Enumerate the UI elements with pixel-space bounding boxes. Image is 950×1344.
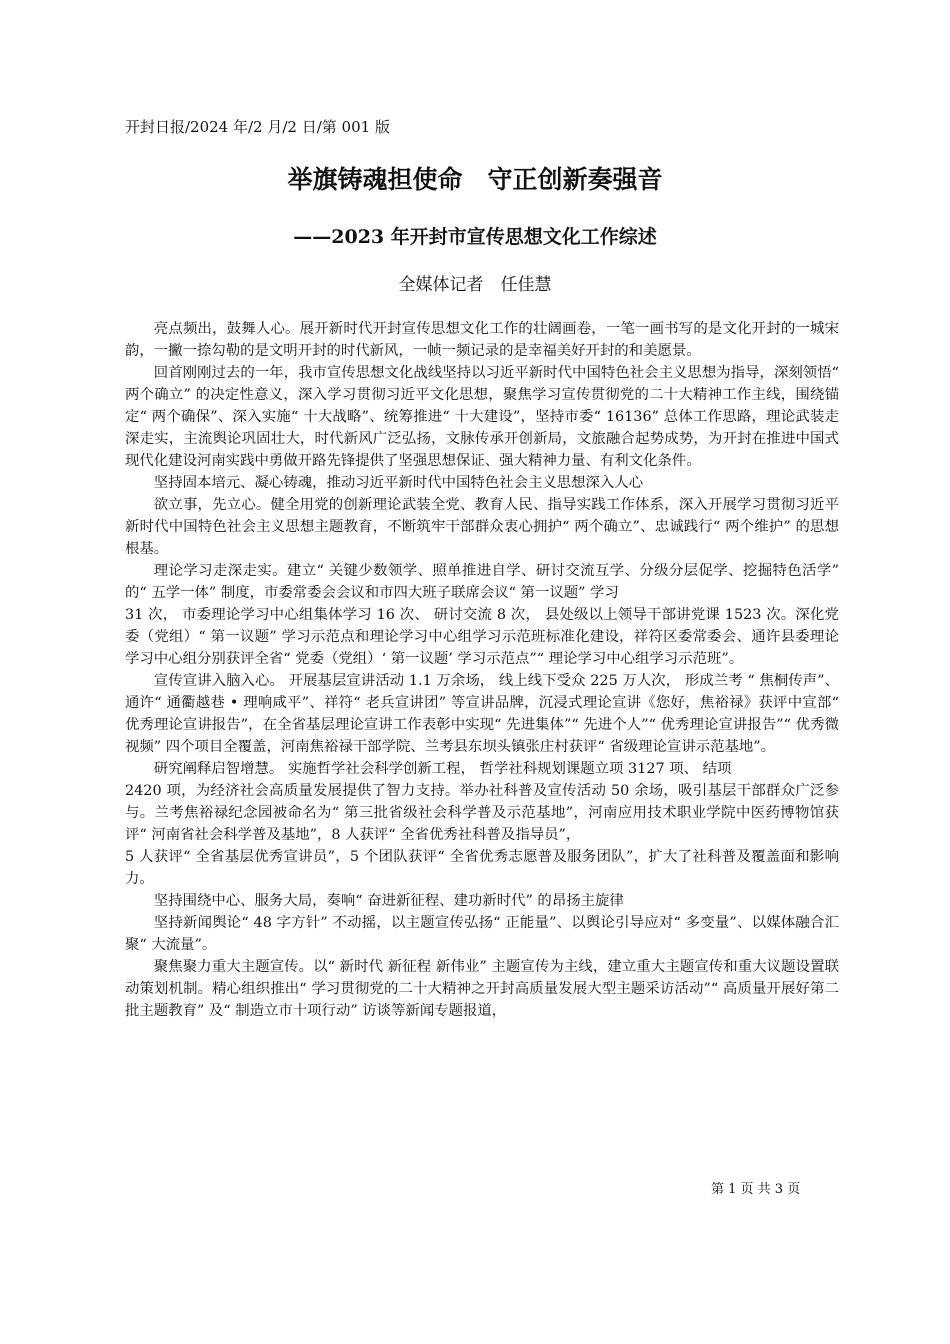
paragraph: 宣传宣讲入脑入心。 开展基层宣讲活动 1.1 万余场， 线上线下受众 225 万人次， 形成兰考 “ 焦桐传声”、通许“ 通衢越巷 • 理响咸平”、祥符“ 老兵宣讲团” 等宣讲品牌，沉浸式理论宣讲《您好，焦裕禄》获评中宣部“ 优秀理论宣讲报告”，在全省基层理论宣讲工作表彰中实现“ 先进集体”“ 先进个人”“ 优秀理论宣讲报告”“ 优秀微视频” 四个项目全覆盖，河南焦裕禄干部学院、兰考县东坝头镇张庄村获评“ 省级理论宣讲示范基地”。 bbox=[125, 673, 839, 755]
section-heading: 坚持围绕中心、服务大局，奏响“ 奋进新征程、建功新时代” 的昂扬主旋律 bbox=[153, 893, 624, 909]
article-body bbox=[125, 318, 839, 1022]
paragraph: 聚焦聚力重大主题宣传。以“ 新时代 新征程 新伟业” 主题宣传为主线，建立重大主题宣传和重大议题设置联动策划机制。精心组织推出“ 学习贯彻党的二十大精神之开封高质量发展大型主题采访活动”“ 高质量开展好第二批主题教育” 及“ 制造立市十项行动” 访谈等新闻专题报道， bbox=[125, 959, 839, 1019]
section-heading: 坚持固本培元、凝心铸魂，推动习近平新时代中国特色社会主义思想深入人心 bbox=[153, 475, 644, 491]
page-number: 第 1 页 共 3 页 bbox=[711, 1182, 801, 1197]
paragraph: 坚持新闻舆论“ 48 字方针” 不动摇，以主题宣传弘扬“ 正能量”、以舆论引导应对“ 多变量”、以媒体融合汇聚“ 大流量”。 bbox=[125, 915, 839, 953]
paragraph: 研究阐释启智增慧。 实施哲学社会科学创新工程， 哲学社科规划课题立项 3127 项、 结项 bbox=[153, 761, 732, 777]
paragraph: 2420 项，为经济社会高质量发展提供了智力支持。举办社科普及宣传活动 50 余场，吸引基层干部群众广泛参与。兰考焦裕禄纪念园被命名为“ 第三批省级社会科学普及示范基地”，河南应用技术职业学院中医药博物馆获评“ 河南省社会科学普及基地”，8 人获评“ 全省优秀社科普及指导员”， bbox=[125, 783, 839, 843]
paragraph: 理论学习走深走实。建立“ 关键少数领学、照单推进自学、研讨交流互学、分级分层促学、挖掘特色活学” 的“ 五学一体” 制度，市委常委会会议和市四大班子联席会议“ 第一议题” 学习 bbox=[125, 563, 839, 601]
paragraph: 回首刚刚过去的一年，我市宣传思想文化战线坚持以习近平新时代中国特色社会主义思想为指导，深刻领悟“ 两个确立” 的决定性意义，深入学习贯彻习近平文化思想，聚焦学习宣传贯彻党的二十大精神工作主线，围绕锚定“ 两个确保”、深入实施“ 十大战略”、统筹推进“ 十大建设”，坚持市委“ 16136” 总体工作思路，理论武装走深走实，主流舆论巩固壮大，时代新风广泛弘扬，文脉传承开创新局，文旅融合起势成势，为开封在推进中国式现代化建设河南实践中勇做开路先锋提供了坚强思想保证、强大精神力量、有利文化条件。 bbox=[125, 365, 839, 469]
paragraph: 亮点频出，鼓舞人心。展开新时代开封宣传思想文化工作的壮阔画卷，一笔一画书写的是文化开封的一城宋韵，一撇一捺勾勒的是文明开封的时代新风，一帧一频记录的是幸福美好开封的和美愿景。 bbox=[125, 321, 839, 359]
article-subtitle: ——2023 年开封市宣传思想文化工作综述 bbox=[293, 226, 657, 248]
paragraph: 5 人获评“ 全省基层优秀宣讲员”，5 个团队获评“ 全省优秀志愿普及服务团队”，扩大了社科普及覆盖面和影响力。 bbox=[125, 849, 839, 887]
paragraph: 31 次， 市委理论学习中心组集体学习 16 次、 研讨交流 8 次， 县处级以上领导干部讲党课 1523 次。深化党委（党组）“ 第一议题” 学习示范点和理论学习中心组学习示范班标准化建设，祥符区委常委会、通许县委理论学习中心组分别获评全省“ 党委（党组）‘ 第一议题’ 学习示范点”“ 理论学习中心组学习示范班”。 bbox=[125, 607, 839, 667]
paragraph: 欲立事，先立心。健全用党的创新理论武装全党、教育人民、指导实践工作体系，深入开展学习贯彻习近平新时代中国特色社会主义思想主题教育，不断筑牢干部群众衷心拥护“ 两个确立”、忠诚践行“ 两个维护” 的思想根基。 bbox=[125, 497, 839, 557]
author-byline: 全媒体记者 任佳慧 bbox=[398, 275, 552, 295]
article-title: 举旗铸魂担使命 守正创新奏强音 bbox=[287, 165, 663, 194]
source-line: 开封日报/2024 年/2 月/2 日/第 001 版 bbox=[125, 118, 390, 136]
